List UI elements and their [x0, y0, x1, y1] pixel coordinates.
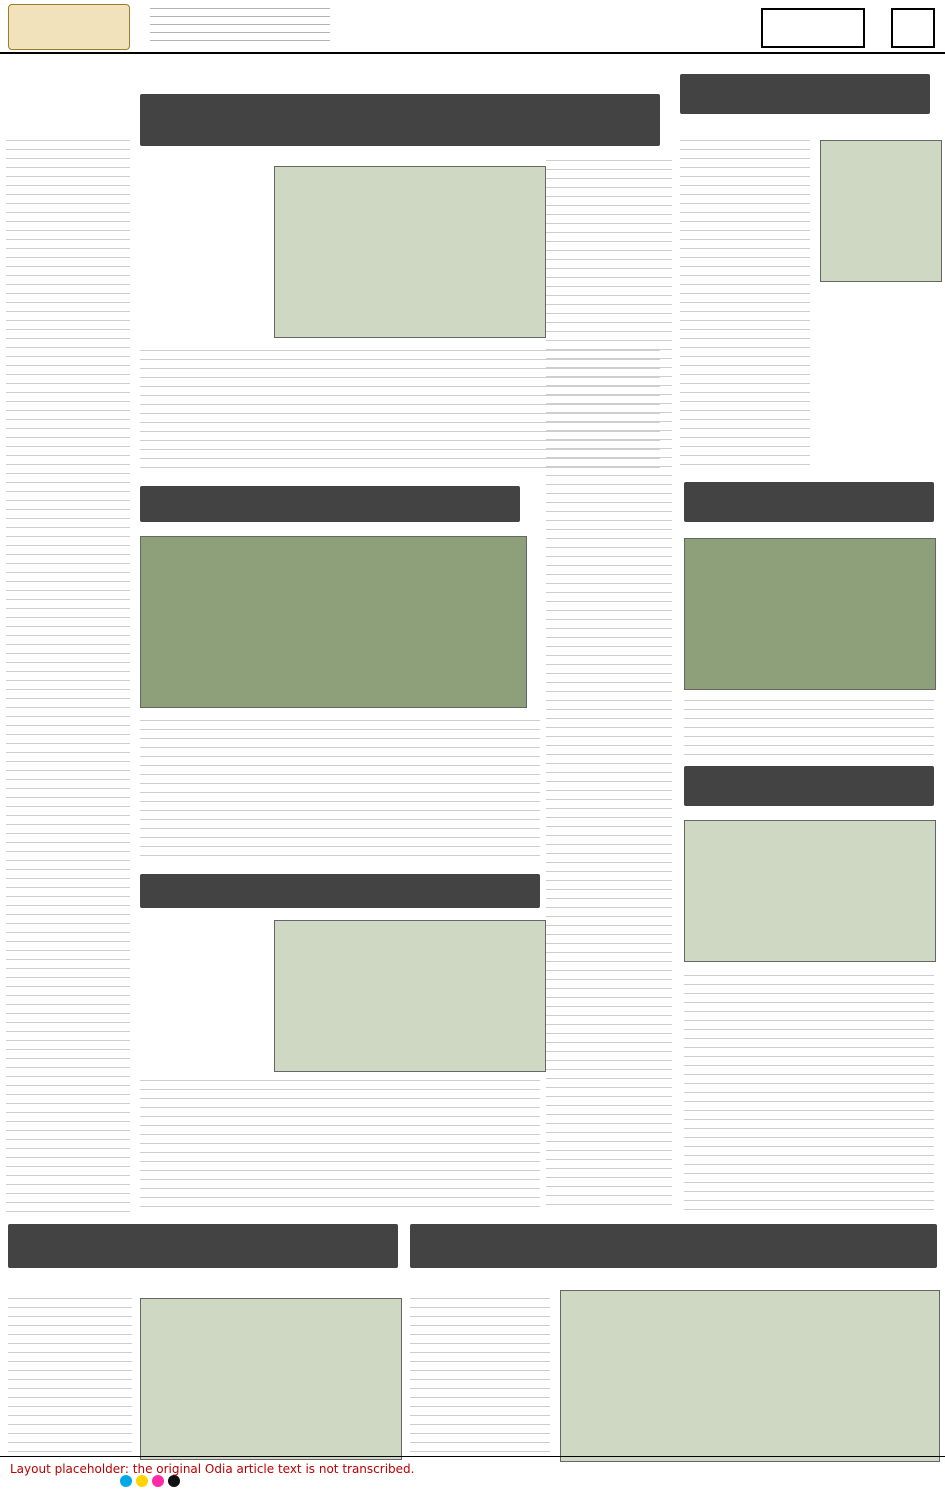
page-number	[891, 8, 935, 48]
photo	[684, 538, 936, 690]
headline	[140, 874, 540, 908]
headline	[140, 486, 520, 522]
photo	[274, 920, 546, 1072]
headline	[684, 766, 934, 806]
color-swatch	[168, 1475, 180, 1487]
color-swatch	[120, 1475, 132, 1487]
article-text	[680, 140, 810, 470]
section-title	[761, 8, 865, 48]
photo	[684, 820, 936, 962]
article-text	[410, 1298, 550, 1458]
placeholder-note: Layout placeholder: the original Odia article text is not transcribed.	[10, 1462, 415, 1476]
headline	[684, 482, 934, 522]
masthead	[0, 0, 945, 54]
photo	[274, 166, 546, 338]
article-text	[546, 160, 672, 1210]
color-swatch	[152, 1475, 164, 1487]
headline	[140, 94, 660, 146]
article-text	[684, 700, 934, 760]
article-text	[140, 720, 540, 860]
article-text	[684, 975, 934, 1215]
date-line	[150, 8, 330, 42]
article-text	[140, 1080, 540, 1210]
newspaper-logo	[8, 4, 130, 50]
article-text	[6, 140, 130, 1220]
headline	[680, 74, 930, 114]
headline	[410, 1224, 937, 1268]
photo	[140, 536, 527, 708]
article-text	[8, 1298, 132, 1458]
headline	[8, 1224, 398, 1268]
photo	[820, 140, 942, 282]
photo	[140, 1298, 402, 1460]
color-swatch	[136, 1475, 148, 1487]
photo	[560, 1290, 940, 1462]
